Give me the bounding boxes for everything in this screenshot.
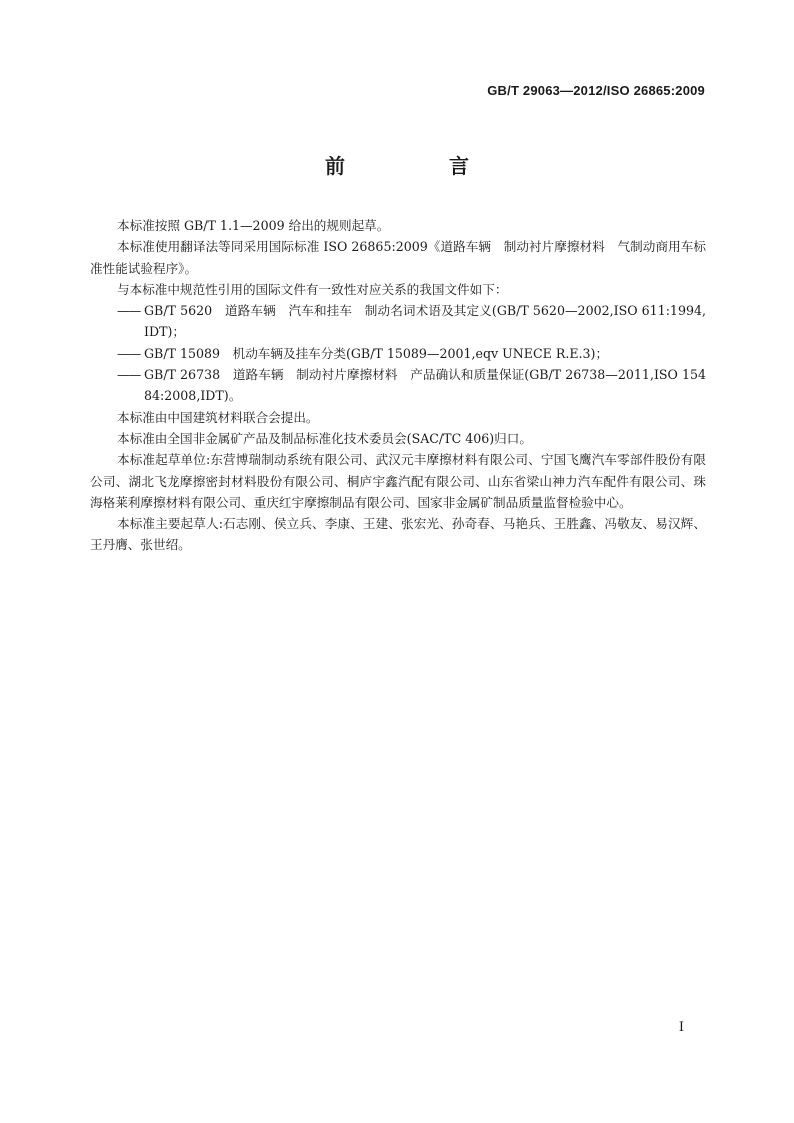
list-item	[90, 300, 706, 343]
paragraph-proposer: 本标准由中国建筑材料联合会提出。	[117, 409, 319, 425]
list-item-text: GB/T 5620 道路车辆 汽车和挂车 制动名词术语及其定义(GB/T 5620—2002,ISO 611:1994,IDT)；	[144, 303, 706, 340]
list-item-text: GB/T 26738 道路车辆 制动衬片摩擦材料 产品确认和质量保证(GB/T 26738—2011,ISO 15484:2008,IDT)。	[144, 367, 706, 404]
page-title: 前 言	[325, 154, 511, 178]
list-dash: ——	[117, 345, 141, 361]
paragraph-drafting-units: 本标准起草单位:东营博瑞制动系统有限公司、武汉元丰摩擦材料有限公司、宁国飞鹰汽车零部件股份有限公司、湖北飞龙摩擦密封材料股份有限公司、桐庐宇鑫汽配有限公司、山东省梁山神力汽车配件有限公司、珠海格莱利摩擦材料有限公司、重庆红宇摩擦制品有限公司、国家非金属矿制品质量监督检验中心。	[90, 452, 706, 510]
list-item	[90, 343, 706, 364]
page-number: I	[678, 1020, 684, 1035]
list-dash: ——	[117, 367, 141, 383]
paragraph-adoption: 本标准使用翻译法等同采用国际标准 ISO 26865:2009《道路车辆 制动衬片摩擦材料 气制动商用车标准性能试验程序》。	[90, 239, 706, 276]
foreword-body	[90, 215, 706, 556]
standard-code-header: GB/T 29063—2012/ISO 26865:2009	[487, 83, 705, 98]
list-item	[90, 364, 706, 407]
paragraph-reference-intro: 与本标准中规范性引用的国际文件有一致性对应关系的我国文件如下：	[117, 281, 508, 297]
paragraph-administrator: 本标准由全国非金属矿产品及制品标准化技术委员会(SAC/TC 406)归口。	[117, 430, 532, 446]
paragraph-drafters: 本标准主要起草人:石志刚、侯立兵、李康、王建、张宏光、孙奇春、马艳兵、王胜鑫、冯敬友、易汉辉、王丹膺、张世绍。	[90, 516, 706, 553]
list-item-text: GB/T 15089 机动车辆及挂车分类(GB/T 15089—2001,eqv UNECE R.E.3)；	[144, 345, 609, 361]
list-dash: ——	[117, 303, 141, 319]
paragraph-drafting-rules: 本标准按照 GB/T 1.1—2009 给出的规则起草。	[117, 218, 390, 233]
